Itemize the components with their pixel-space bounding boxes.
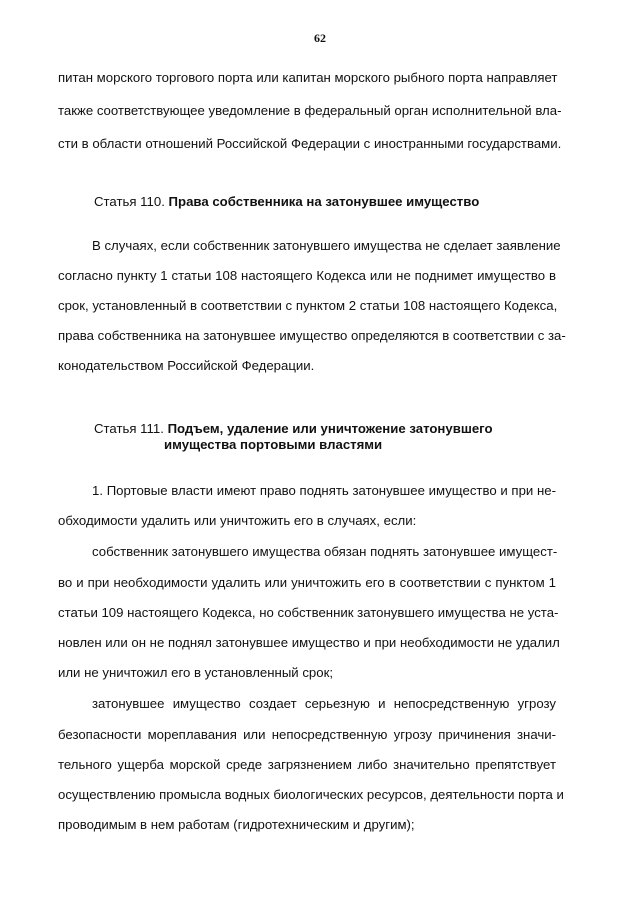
article-111-heading-continued	[164, 437, 382, 453]
article-110-heading	[94, 194, 479, 210]
paragraph-line: согласно пункту 1 статьи 108 настоящего Кодекса или не поднимет имущество в	[58, 268, 556, 283]
article-110-label: Статья 110.	[94, 194, 165, 209]
paragraph-line: обходимости удалить или уничтожить его в случаях, если:	[58, 513, 417, 528]
article-111-title-line-2: имущества портовыми властями	[164, 437, 383, 452]
paragraph-line: конодательством Российской Федерации.	[58, 358, 315, 373]
page-number: 62	[314, 31, 326, 45]
paragraph-line: осуществлению промысла водных биологических ресурсов, деятельности порта и	[58, 787, 564, 802]
paragraph-line: тельного ущерба морской среде загрязнением либо значительно препятствует	[58, 757, 556, 772]
paragraph-line: 1. Портовые власти имеют право поднять затонувшее имущество и при не-	[92, 483, 556, 498]
paragraph-line: статьи 109 настоящего Кодекса, но собственник затонувшего имущества не уста-	[58, 605, 559, 620]
paragraph-line: новлен или он не поднял затонувшее имущество и при необходимости не удалил	[58, 635, 560, 650]
paragraph-line: срок, установленный в соответствии с пунктом 2 статьи 108 настоящего Кодекса,	[58, 298, 558, 313]
paragraph-line: или не уничтожил его в установленный срок;	[58, 665, 334, 680]
paragraph-line: В случаях, если собственник затонувшего имущества не сделает заявление	[92, 238, 561, 253]
article-111-title-line-1: Подъем, удаление или уничтожение затонувшего	[167, 421, 493, 436]
paragraph-line: затонувшее имущество создает серьезную и непосредственную угрозу	[92, 696, 556, 711]
paragraph-line: питан морского торгового порта или капитан морского рыбного порта направляет	[58, 70, 558, 85]
paragraph-line: права собственника на затонувшее имущество определяются в соответствии с за-	[58, 328, 566, 343]
article-110-title: Права собственника на затонувшее имущество	[168, 194, 480, 209]
paragraph-line: также соответствующее уведомление в федеральный орган исполнительной вла-	[58, 103, 562, 118]
article-111-label: Статья 111.	[94, 421, 164, 436]
article-111-heading	[94, 421, 493, 437]
paragraph-line: во и при необходимости удалить или уничтожить его в соответствии с пунктом 1	[58, 575, 556, 590]
paragraph-line: проводимым в нем работам (гидротехническим и другим);	[58, 817, 415, 832]
paragraph-line: безопасности мореплавания или непосредственную угрозу причинения значи-	[58, 727, 556, 742]
paragraph-line: сти в области отношений Российской Федерации с иностранными государствами.	[58, 136, 562, 151]
paragraph-line: собственник затонувшего имущества обязан поднять затонувшее имущест-	[92, 544, 558, 559]
